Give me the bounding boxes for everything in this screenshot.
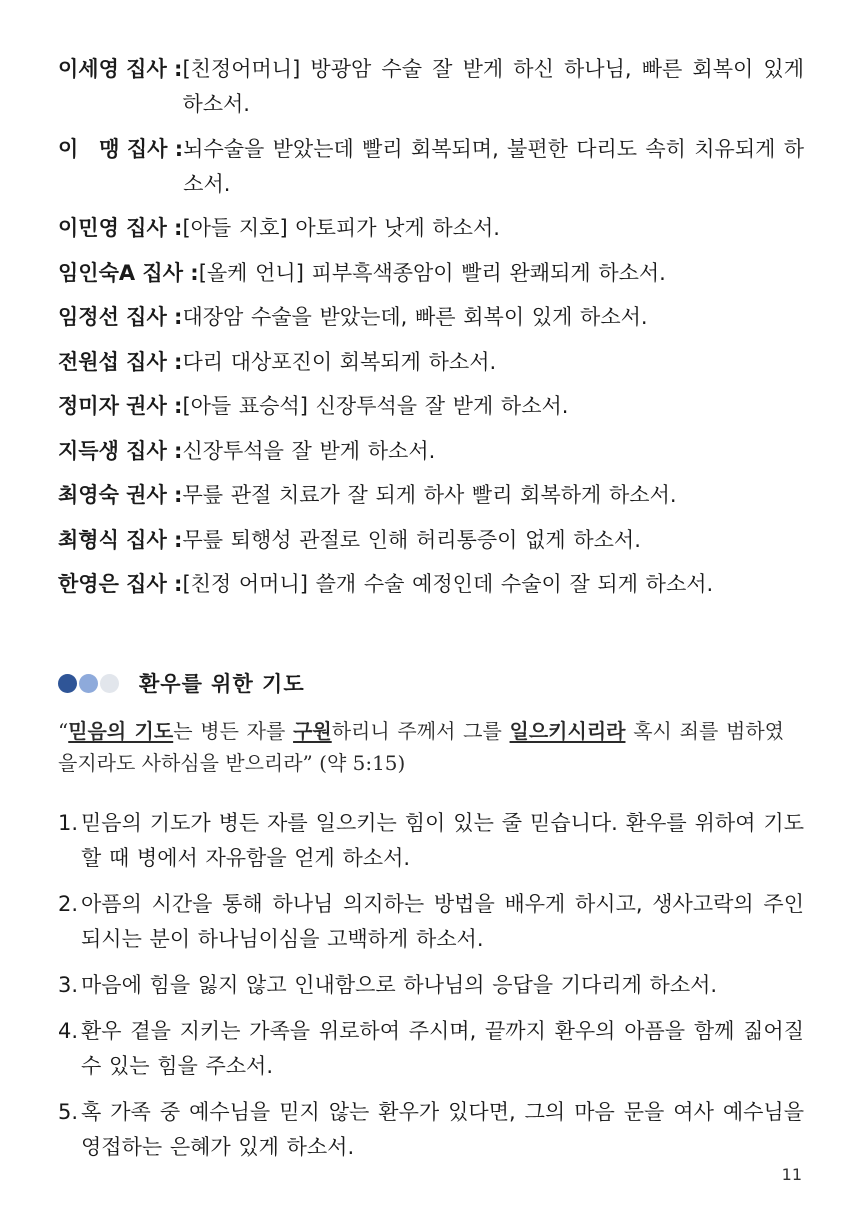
page-number: 11	[781, 1165, 802, 1184]
prayer-request-item	[58, 256, 804, 291]
request-text: 대장암 수술을 받았는데, 빠른 회복이 있게 하소서.	[182, 305, 648, 329]
prayer-item	[58, 968, 804, 1003]
quote-text: 는 병든 자를	[173, 719, 294, 743]
prayer-text: 아픔의 시간을 통해 하나님 의지하는 방법을 배우게 하시고, 생사고락의 주인 되시는 분이 하나님이심을 고백하게 하소서.	[81, 892, 804, 951]
quote-text: 혹시 죄를 범하였을지라도 사하심을 받으리라”	[58, 719, 784, 775]
member-name: 최형식 집사 :	[58, 527, 183, 552]
quote-open-mark: “	[58, 719, 69, 743]
prayer-request-item	[58, 567, 804, 602]
member-name: 지득생 집사 :	[58, 438, 183, 463]
request-text: 뇌수술을 받았는데 빨리 회복되며, 불편한 다리도 속히 치유되게 하소서.	[183, 136, 804, 196]
quote-text: 하리니 주께서 그를	[331, 719, 510, 743]
prayer-text: 혹 가족 중 예수님을 믿지 않는 환우가 있다면, 그의 마음 문을 여사 예수님을 영접하는 은혜가 있게 하소서.	[81, 1100, 804, 1159]
member-name: 임인숙A 집사 :	[58, 260, 199, 285]
prayer-number: 3.	[58, 973, 79, 997]
request-text: 다리 대상포진이 회복되게 하소서.	[182, 349, 497, 374]
prayer-item	[58, 806, 804, 876]
prayer-request-item	[58, 132, 804, 202]
member-name: 정미자 권사 :	[58, 394, 183, 418]
prayer-request-item	[58, 211, 804, 246]
prayer-text: 환우 곁을 지키는 가족을 위로하여 주시며, 끝까지 환우의 아픔을 함께 짊어질 수 있는 힘을 주소서.	[81, 1019, 804, 1078]
member-name: 최영숙 권사 :	[58, 483, 183, 507]
prayer-number: 4.	[58, 1019, 79, 1043]
member-name: 임정선 집사 :	[58, 305, 183, 329]
request-text: 무릎 퇴행성 관절로 인해 허리통증이 없게 하소서.	[182, 527, 641, 552]
request-text: 신장투석을 잘 받게 하소서.	[182, 438, 436, 463]
gray-dot-icon	[100, 674, 119, 693]
request-text: [아들 지호] 아토피가 낫게 하소서.	[182, 216, 500, 240]
prayer-text: 믿음의 기도가 병든 자를 일으키는 힘이 있는 줄 믿습니다. 환우를 위하여 기도할 때 병에서 자유함을 얻게 하소서.	[81, 811, 804, 870]
request-text: [올케 언니] 피부흑색종암이 빨리 완쾌되게 하소서.	[198, 260, 666, 285]
prayer-number: 5.	[58, 1100, 79, 1124]
light-blue-dot-icon	[79, 674, 98, 693]
bullet-dots-icon	[58, 674, 121, 693]
prayer-request-item	[58, 345, 804, 380]
member-name: 이 맹 집사 :	[58, 136, 184, 161]
prayer-request-item	[58, 478, 804, 513]
scripture-reference: (약 5:15)	[312, 751, 406, 775]
member-name: 이세영 집사 :	[58, 57, 183, 81]
prayer-item	[58, 1095, 804, 1165]
quote-emphasis: 일으키시리라	[509, 719, 626, 743]
quote-emphasis: 믿음의 기도	[68, 719, 174, 743]
request-text: [친정 어머니] 쓸개 수술 예정인데 수술이 잘 되게 하소서.	[182, 572, 714, 596]
section-title: 환우를 위한 기도	[139, 672, 305, 696]
member-name: 한영은 집사 :	[58, 572, 183, 596]
dark-blue-dot-icon	[58, 674, 77, 693]
prayer-request-item	[58, 300, 804, 335]
scripture-quote	[58, 715, 784, 779]
prayer-request-item	[58, 389, 804, 424]
member-name: 전원섭 집사 :	[58, 349, 183, 374]
prayer-request-list	[58, 52, 804, 612]
quote-emphasis: 구원	[293, 719, 332, 743]
numbered-prayer-list	[58, 806, 804, 1176]
prayer-number: 1.	[58, 811, 79, 835]
section-heading	[58, 666, 305, 700]
prayer-number: 2.	[58, 892, 79, 916]
prayer-request-item	[58, 523, 804, 558]
prayer-request-item	[58, 434, 804, 469]
prayer-item	[58, 1014, 804, 1084]
prayer-item	[58, 887, 804, 957]
request-text: 무릎 관절 치료가 잘 되게 하사 빨리 회복하게 하소서.	[182, 483, 677, 507]
member-name: 이민영 집사 :	[58, 216, 183, 240]
prayer-request-item	[58, 52, 804, 122]
request-text: [친정어머니] 방광암 수술 잘 받게 하신 하나님, 빠른 회복이 있게 하소서.	[182, 57, 804, 116]
request-text: [아들 표승석] 신장투석을 잘 받게 하소서.	[182, 394, 569, 418]
prayer-text: 마음에 힘을 잃지 않고 인내함으로 하나님의 응답을 기다리게 하소서.	[81, 973, 718, 997]
